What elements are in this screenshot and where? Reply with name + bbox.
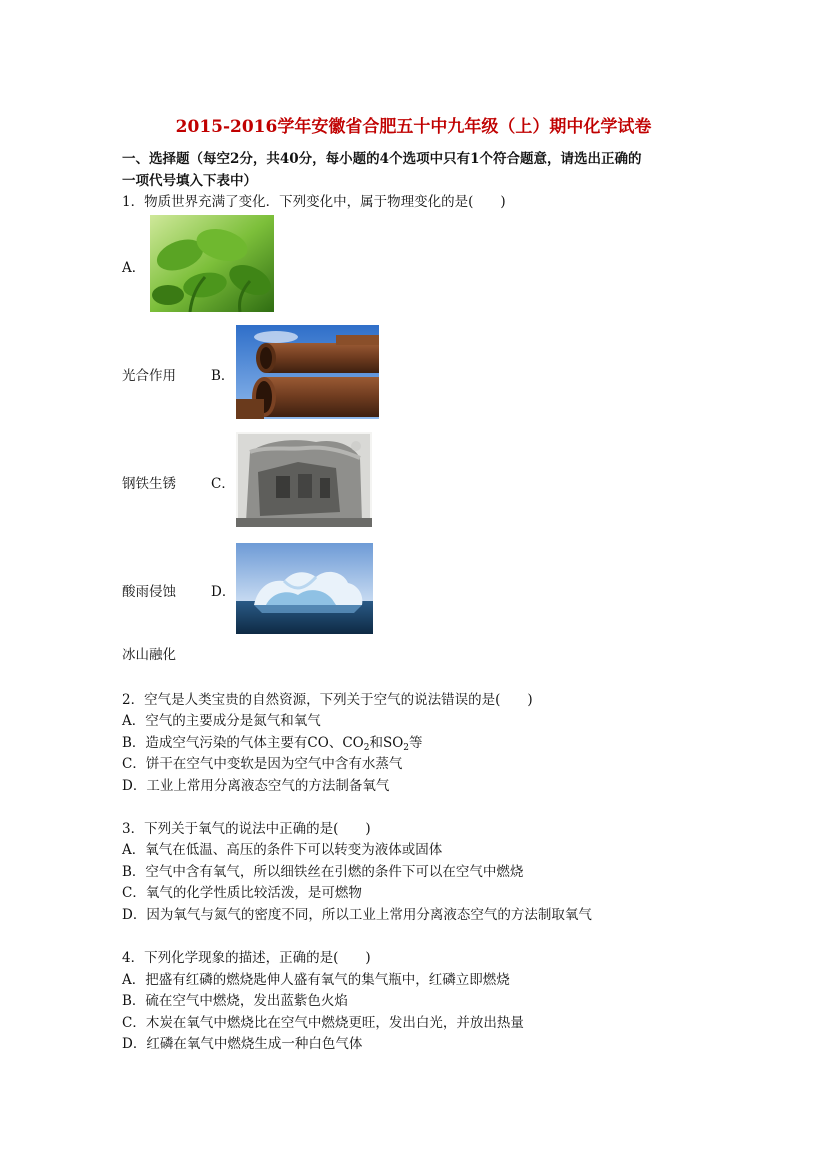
- rusty-steel-pipes-photo: [236, 325, 379, 419]
- q4-option-c: C．木炭在氧气中燃烧比在空气中燃烧更旺，发出白光，并放出热量: [122, 1015, 524, 1031]
- eroded-stone-carving-photo: [236, 432, 372, 527]
- iceberg-photo: [236, 543, 373, 634]
- q4-option-a: A．把盛有红磷的燃烧匙伸人盛有氧气的集气瓶中，红磷立即燃烧: [122, 972, 510, 988]
- q1-option-b-caption: 钢铁生锈: [122, 476, 176, 492]
- q3-option-a: A．氧气在低温、高压的条件下可以转变为液体或固体: [122, 842, 443, 858]
- q1-stem: 1．物质世界充满了变化．下列变化中，属于物理变化的是( ): [122, 194, 506, 210]
- section-heading-line2: 一项代号填入下表中）: [122, 173, 257, 189]
- q1-option-a-letter: A．: [122, 260, 146, 276]
- section-heading-line1: 一、选择题（每空2分，共40分，每小题的4个选项中只有1个符合题意，请选出正确的: [122, 151, 642, 167]
- q1-option-b-letter: B．: [211, 368, 235, 384]
- q4-option-d: D．红磷在氧气中燃烧生成一种白色气体: [122, 1036, 363, 1052]
- q1-option-c-letter: C．: [211, 476, 235, 492]
- q2-option-c: C．饼干在空气中变软是因为空气中含有水蒸气: [122, 756, 403, 772]
- q3-option-b: B．空气中含有氧气，所以细铁丝在引燃的条件下可以在空气中燃烧: [122, 864, 524, 880]
- q1-option-d-caption: 冰山融化: [122, 647, 176, 663]
- q3-stem: 3．下列关于氧气的说法中正确的是( ): [122, 821, 371, 837]
- q3-option-d: D．因为氧气与氮气的密度不同，所以工业上常用分离液态空气的方法制取氧气: [122, 907, 592, 923]
- sprouting-plant-photo: [150, 215, 274, 312]
- q4-option-b: B．硫在空气中燃烧，发出蓝紫色火焰: [122, 993, 348, 1009]
- exam-title: 2015-2016学年安徽省合肥五十中九年级（上）期中化学试卷: [175, 117, 652, 137]
- q1-option-a-caption: 光合作用: [122, 368, 176, 384]
- q1-option-c-caption: 酸雨侵蚀: [122, 584, 176, 600]
- q2-stem: 2．空气是人类宝贵的自然资源，下列关于空气的说法错误的是( ): [122, 692, 533, 708]
- q2-option-d: D．工业上常用分离液态空气的方法制备氧气: [122, 778, 390, 794]
- q3-option-c: C．氧气的化学性质比较活泼，是可燃物: [122, 885, 362, 901]
- q2-option-b: B．造成空气污染的气体主要有CO、$CO_2$和$SO_2$等: [122, 735, 423, 753]
- q1-option-d-letter: D．: [211, 584, 236, 600]
- q4-stem: 4．下列化学现象的描述，正确的是( ): [122, 950, 371, 966]
- q2-option-a: A．空气的主要成分是氮气和氧气: [122, 713, 321, 729]
